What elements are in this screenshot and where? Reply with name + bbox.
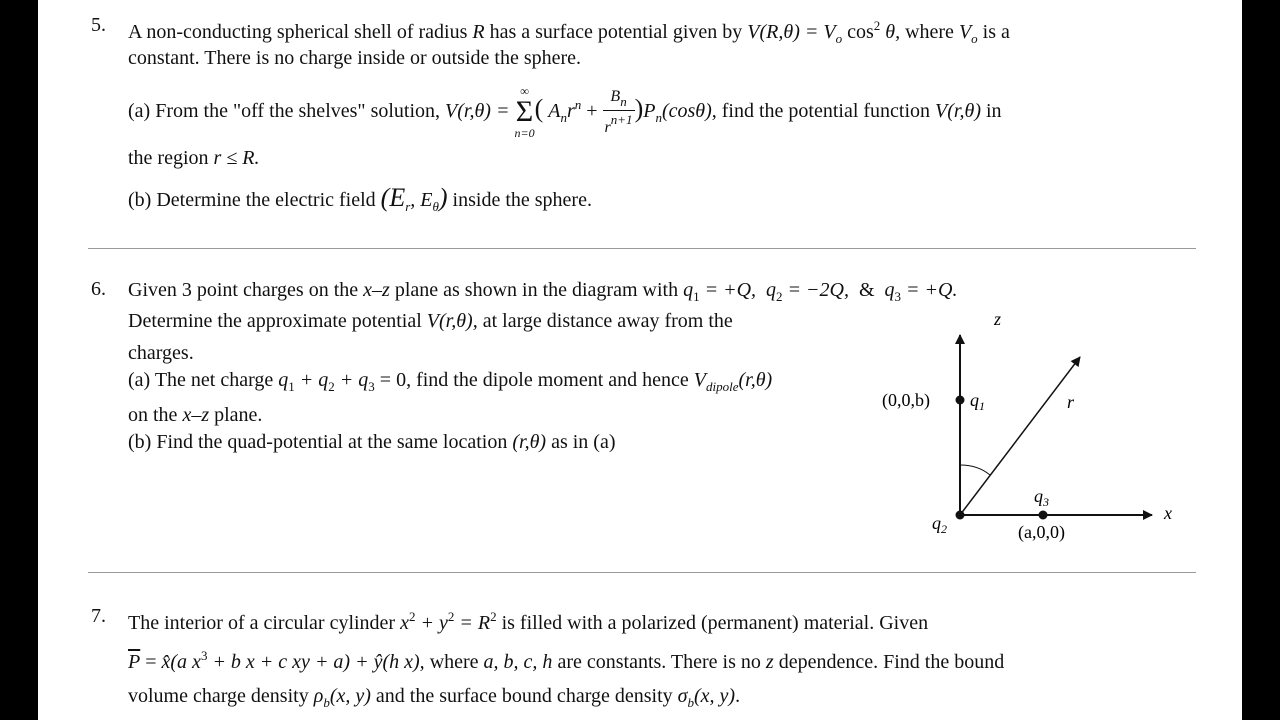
- problem-7-line-3: volume charge density $\rho_b(x$, y) and the surface bound charge density $\sigma_b(x$, y).: [128, 685, 741, 710]
- r-label: r: [1067, 392, 1075, 412]
- theta-arc: [960, 465, 990, 475]
- problem-number: 5.: [91, 14, 106, 36]
- problem-number: 7.: [91, 605, 106, 627]
- charge-q3-dot: [1039, 511, 1048, 520]
- z-axis-label: z: [994, 309, 1002, 329]
- problem-5-line-1: A non-conducting spherical shell of radius R has a surface potential given by $V(R,\theta) = V_o$ $\cos^2 \theta$, where $V_o$ is a: [128, 18, 1010, 46]
- problem-5-part-a-line-2: the region r ≤ R.: [128, 147, 260, 169]
- q3-label: $q_3$: [1034, 486, 1049, 509]
- problem-6-line-3: charges.: [128, 342, 194, 364]
- problem-6-part-b: (b) Find the quad-potential at the same location (r,θ) as in (a): [128, 431, 616, 453]
- q3-coordinate: (a,0,0): [1018, 522, 1065, 542]
- problem-7-line-2: $\overline{P}$ = x̂(a $x^3 + b$ x + c xy + a) + ŷ(h x), where a, b, c, h are constants. There is no z dependence. Find the bound: [128, 648, 1005, 673]
- charge-q1-dot: [956, 396, 965, 405]
- summation-symbol: ∞ Σ n=0: [514, 84, 535, 141]
- fraction: $\frac{B_n}{r^{n+1}}$: [604, 88, 633, 137]
- problem-6-part-a-line-2: on the x–z plane.: [128, 404, 263, 426]
- charge-q2-dot: [956, 511, 965, 520]
- x-axis-label: x: [1164, 503, 1172, 523]
- problem-5-line-2: constant. There is no charge inside or outside the sphere.: [128, 47, 582, 69]
- charge-diagram: [882, 305, 1180, 550]
- problem-5-part-b: (b) Determine the electric field ($E_r$, $E_\theta$) inside the sphere.: [128, 183, 592, 214]
- q2-label: $q_2$: [932, 513, 947, 536]
- problem-7-line-1: The interior of a circular cylinder $x^2 + y^2 = R^2$ is filled with a polarized (permanent) material. Given: [128, 609, 929, 634]
- q1-label: $q_1$: [970, 390, 985, 413]
- section-divider: [88, 248, 1196, 249]
- document-page: [38, 0, 1242, 720]
- section-divider: [88, 572, 1196, 573]
- problem-6-part-a: (a) The net charge $q_1 + q_2 + q_3 = 0$, find the dipole moment and hence $V_{dipole}(r,\theta)$: [128, 369, 773, 394]
- q1-coordinate: (0,0,b): [882, 390, 930, 410]
- problem-5-part-a: (a) From the "off the shelves" solution, V(r,θ) = ∞ Σ n=0 ( $A_nr^n$ + $\frac{B_n}{r^{n+1}}$ )$P_n(\cos\theta)$, find the potential function V(r,θ) in: [128, 84, 1002, 141]
- problem-number: 6.: [91, 278, 106, 300]
- r-vector: [960, 357, 1080, 515]
- problem-6-line-1: Given 3 point charges on the x–z plane as shown in the diagram with $q_1 = +Q$, $q_2 = -2Q$, & $q_3 = +Q$.: [128, 279, 958, 304]
- problem-6-line-2: Determine the approximate potential V(r,θ), at large distance away from the: [128, 310, 733, 332]
